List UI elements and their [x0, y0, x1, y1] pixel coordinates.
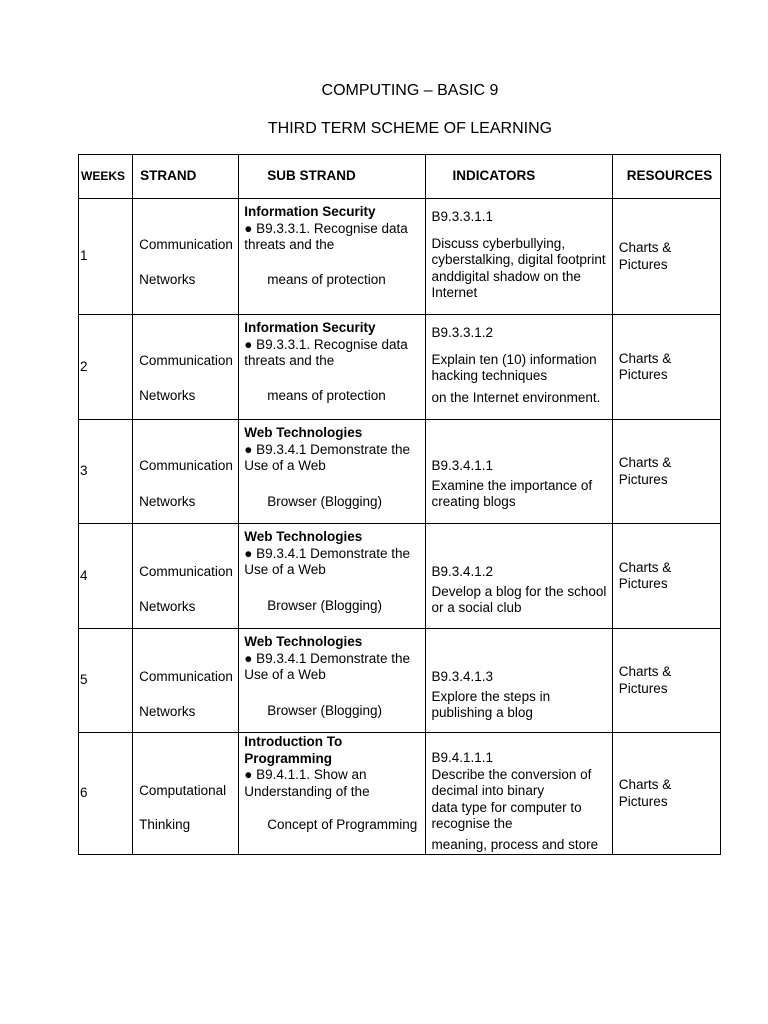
- indicator-code: B9.3.3.1.2: [431, 325, 494, 340]
- sub-strand-continuation: means of protection: [267, 271, 386, 287]
- strand-line: Communication: [139, 353, 233, 368]
- strand-cell: [133, 524, 239, 629]
- sub-strand-bullet: ● B9.4.1.1. Show an Understanding of the: [244, 767, 370, 799]
- document-title: COMPUTING – BASIC 9: [321, 82, 499, 99]
- strand-cell: [133, 733, 239, 855]
- strand-line: Networks: [139, 599, 196, 614]
- sub-strand-bullet: ● B9.3.4.1 Demonstrate the Use of a Web: [244, 545, 410, 577]
- strand-cell: [133, 199, 239, 315]
- document-subtitle: THIRD TERM SCHEME OF LEARNING: [267, 120, 553, 137]
- table-row: [79, 315, 721, 420]
- strand-line: Networks: [139, 494, 196, 509]
- header-weeks: WEEKS: [79, 155, 133, 199]
- sub-strand-cell: [239, 524, 425, 629]
- week-cell: 3: [79, 420, 133, 524]
- table-row: [79, 420, 721, 524]
- sub-strand-bullet: ● B9.3.3.1. Recognise data threats and the: [244, 220, 408, 252]
- indicator-text-extra: on the Internet environment.: [431, 389, 601, 405]
- indicator-code: B9.3.4.1.3: [431, 669, 494, 684]
- strand-line: Computational: [139, 783, 227, 798]
- header-resources: RESOURCES: [612, 155, 720, 199]
- table-row: [79, 629, 721, 733]
- indicator-cell: [425, 524, 612, 629]
- sub-strand-bullet: ● B9.3.4.1 Demonstrate the Use of a Web: [244, 441, 410, 473]
- indicator-code: B9.3.4.1.2: [431, 564, 494, 579]
- header-strand: STRAND: [133, 155, 239, 199]
- sub-strand-heading: Information Security: [244, 320, 376, 335]
- sub-strand-cell: [239, 420, 425, 524]
- indicator-cell: [425, 199, 612, 315]
- indicator-text: Describe the conversion of decimal into binary: [431, 766, 592, 798]
- sub-strand-continuation: Concept of Programming: [267, 817, 418, 832]
- strand-cell: [133, 629, 239, 733]
- indicator-cell: [425, 420, 612, 524]
- strand-line: Networks: [139, 272, 196, 287]
- resources-cell: Charts & Pictures: [612, 733, 720, 855]
- sub-strand-bullet: ● B9.3.3.1. Recognise data threats and the: [244, 336, 408, 368]
- indicator-code: B9.3.3.1.1: [431, 209, 494, 224]
- table-row: [79, 524, 721, 629]
- sub-strand-continuation: Browser (Blogging): [267, 597, 383, 613]
- sub-strand-heading: Web Technologies: [244, 529, 363, 544]
- strand-line: Networks: [139, 704, 196, 719]
- week-cell: 2: [79, 315, 133, 420]
- sub-strand-cell: [239, 199, 425, 315]
- strand-line: Communication: [139, 458, 233, 473]
- sub-strand-heading: Web Technologies: [244, 634, 363, 649]
- week-cell: 5: [79, 629, 133, 733]
- indicator-cell: [425, 629, 612, 733]
- sub-strand-heading: Web Technologies: [244, 425, 363, 440]
- strand-line: Communication: [139, 237, 233, 252]
- sub-strand-continuation: Browser (Blogging): [267, 702, 383, 718]
- table-header-row: [79, 155, 721, 199]
- indicator-code: B9.3.4.1.1: [431, 458, 494, 473]
- week-cell: 6: [79, 733, 133, 855]
- table-row: [79, 199, 721, 315]
- indicator-text: Develop a blog for the school or a social club: [431, 583, 607, 615]
- indicator-text: Explore the steps in publishing a blog: [431, 688, 551, 720]
- scheme-table: [78, 154, 721, 855]
- indicator-text: Discuss cyberbullying, cyberstalking, digital footprint anddigital shadow on the Internet: [431, 235, 606, 300]
- strand-line: Thinking: [139, 817, 191, 832]
- strand-line: Communication: [139, 669, 233, 684]
- resources-cell: Charts & Pictures: [612, 315, 720, 420]
- sub-strand-cell: [239, 315, 425, 420]
- indicator-text-extra2: meaning, process and store: [431, 836, 599, 852]
- resources-cell: Charts & Pictures: [612, 420, 720, 524]
- sub-strand-cell: [239, 629, 425, 733]
- sub-strand-heading: Introduction To Programming: [244, 734, 343, 766]
- header-indicators: INDICATORS: [425, 155, 612, 199]
- indicator-cell: [425, 733, 612, 855]
- indicator-text: Explain ten (10) information hacking techniques: [431, 351, 597, 383]
- indicator-text: Examine the importance of creating blogs: [431, 477, 593, 509]
- week-cell: 1: [79, 199, 133, 315]
- strand-line: Communication: [139, 564, 233, 579]
- strand-line: Networks: [139, 388, 196, 403]
- resources-cell: Charts & Pictures: [612, 629, 720, 733]
- header-sub-strand: SUB STRAND: [239, 155, 425, 199]
- sub-strand-bullet: ● B9.3.4.1 Demonstrate the Use of a Web: [244, 650, 410, 682]
- resources-cell: Charts & Pictures: [612, 199, 720, 315]
- indicator-text-extra: data type for computer to recognise the: [431, 799, 582, 831]
- strand-cell: [133, 420, 239, 524]
- sub-strand-heading: Information Security: [244, 204, 376, 219]
- table-row: [79, 733, 721, 855]
- indicator-cell: [425, 315, 612, 420]
- indicator-code: B9.4.1.1.1: [431, 750, 494, 765]
- week-cell: 4: [79, 524, 133, 629]
- sub-strand-continuation: Browser (Blogging): [267, 493, 383, 509]
- sub-strand-continuation: means of protection: [267, 387, 386, 403]
- strand-cell: [133, 315, 239, 420]
- resources-cell: Charts & Pictures: [612, 524, 720, 629]
- sub-strand-cell: [239, 733, 425, 855]
